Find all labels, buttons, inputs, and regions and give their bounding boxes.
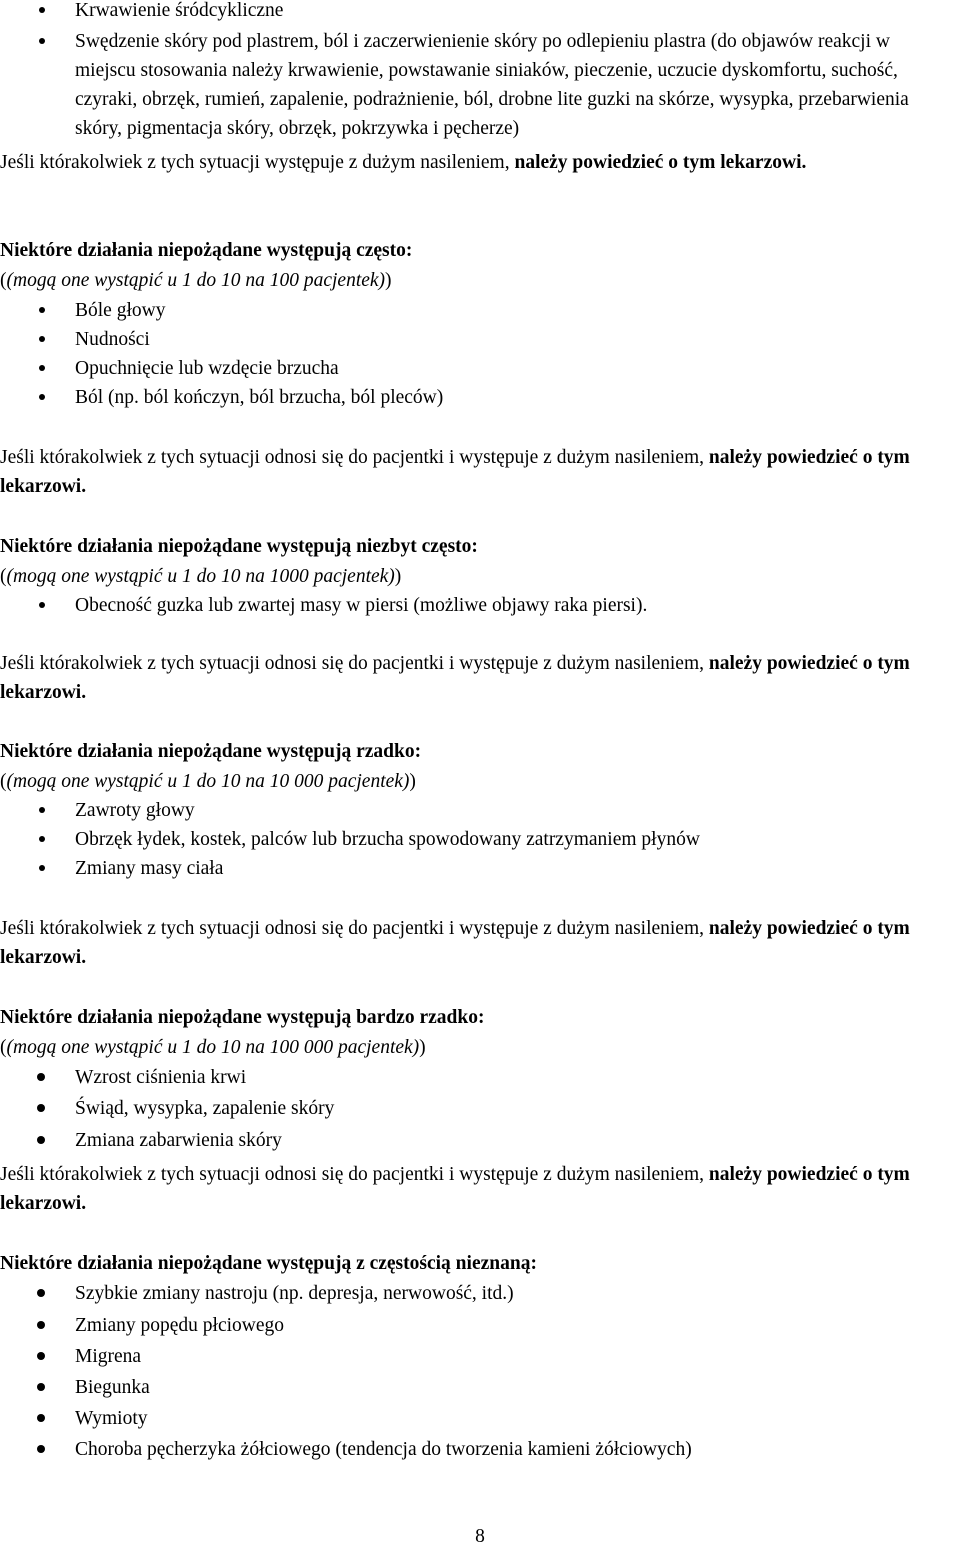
frequency-note: ((mogą one wystąpić u 1 do 10 na 1000 pacjentek)) bbox=[0, 566, 402, 587]
very-rare-list bbox=[0, 1063, 955, 1155]
frequency-text: (mogą one wystąpić u 1 do 10 na 100 000 pacjentek) bbox=[6, 1037, 420, 1058]
frequency-note: ((mogą one wystąpić u 1 do 10 na 100 pacjentek)) bbox=[0, 270, 392, 291]
advice-paragraph: Jeśli którakolwiek z tych sytuacji odnosi się do pacjentki i występuje z dużym nasileniem, należy powiedzieć o tym lekarzowi. bbox=[0, 653, 910, 703]
list-item: Świąd, wysypka, zapalenie skóry bbox=[0, 1094, 955, 1123]
list-item: Obecność guzka lub zwartej masy w piersi (możliwe objawy raka piersi). bbox=[0, 591, 955, 620]
frequency-text: (mogą one wystąpić u 1 do 10 na 10 000 pacjentek) bbox=[6, 771, 410, 792]
list-item: Migrena bbox=[0, 1342, 955, 1371]
uncommon-list bbox=[0, 591, 955, 620]
list-item: Wzrost ciśnienia krwi bbox=[0, 1063, 955, 1092]
list-item: Krwawienie śródcykliczne bbox=[0, 0, 955, 25]
section-heading-rare: Niektóre działania niepożądane występują rzadko: bbox=[0, 741, 422, 762]
list-item: Zmiany masy ciała bbox=[0, 854, 955, 883]
advice-paragraph: Jeśli którakolwiek z tych sytuacji odnosi się do pacjentki i występuje z dużym nasileniem, należy powiedzieć o tym lekarzowi. bbox=[0, 1164, 910, 1214]
list-item: Wymioty bbox=[0, 1404, 955, 1433]
frequency-text: (mogą one wystąpić u 1 do 10 na 1000 pacjentek) bbox=[6, 566, 395, 587]
frequency-note: ((mogą one wystąpić u 1 do 10 na 100 000 pacjentek)) bbox=[0, 1037, 426, 1058]
list-item: Zmiany popędu płciowego bbox=[0, 1311, 955, 1340]
section-heading-very-rare: Niektóre działania niepożądane występują bardzo rzadko: bbox=[0, 1007, 485, 1028]
advice-paragraph: Jeśli którakolwiek z tych sytuacji odnosi się do pacjentki i występuje z dużym nasileniem, należy powiedzieć o tym lekarzowi. bbox=[0, 918, 910, 968]
list-item: Zawroty głowy bbox=[0, 796, 955, 825]
list-item: Zmiana zabarwienia skóry bbox=[0, 1126, 955, 1155]
list-item: Bóle głowy bbox=[0, 296, 955, 325]
list-item: Ból (np. ból kończyn, ból brzucha, ból pleców) bbox=[0, 383, 955, 412]
list-item: Swędzenie skóry pod plastrem, ból i zaczerwienienie skóry po odlepieniu plastra (do objawów reakcji w miejscu stosowania należy krwawienie, powstawanie siniaków, pieczenie, uczucie dyskomfortu, suchość, czyraki, obrzęk, rumień, zapalenie, podrażnienie, ból, drobne lite guzki na skórze, wysypka, przebarwienia skóry, pigmentacja skóry, obrzęk, pokrzywka i pęcherze) bbox=[0, 27, 955, 143]
common-list bbox=[0, 296, 955, 412]
list-item: Biegunka bbox=[0, 1373, 955, 1402]
section-heading-uncommon: Niektóre działania niepożądane występują niezbyt często: bbox=[0, 536, 478, 557]
rare-list bbox=[0, 796, 955, 883]
list-item: Nudności bbox=[0, 325, 955, 354]
list-item: Opuchnięcie lub wzdęcie brzucha bbox=[0, 354, 955, 383]
list-item: Choroba pęcherzyka żółciowego (tendencja do tworzenia kamieni żółciowych) bbox=[0, 1435, 955, 1464]
page-number: 8 bbox=[475, 1526, 485, 1547]
list-item: Obrzęk łydek, kostek, palców lub brzucha spowodowany zatrzymaniem płynów bbox=[0, 825, 955, 854]
section-heading-common: Niektóre działania niepożądane występują często: bbox=[0, 240, 413, 261]
list-item: Szybkie zmiany nastroju (np. depresja, nerwowość, itd.) bbox=[0, 1279, 955, 1308]
advice-paragraph: Jeśli którakolwiek z tych sytuacji odnosi się do pacjentki i występuje z dużym nasileniem, należy powiedzieć o tym lekarzowi. bbox=[0, 447, 910, 497]
frequency-text: (mogą one wystąpić u 1 do 10 na 100 pacjentek) bbox=[6, 270, 386, 291]
advice-paragraph: Jeśli którakolwiek z tych sytuacji występuje z dużym nasileniem, należy powiedzieć o tym lekarzowi. bbox=[0, 152, 807, 173]
frequency-note: ((mogą one wystąpić u 1 do 10 na 10 000 pacjentek)) bbox=[0, 771, 416, 792]
intro-list bbox=[0, 0, 955, 143]
unknown-list bbox=[0, 1279, 955, 1464]
section-heading-unknown: Niektóre działania niepożądane występują z częstością nieznaną: bbox=[0, 1253, 537, 1274]
